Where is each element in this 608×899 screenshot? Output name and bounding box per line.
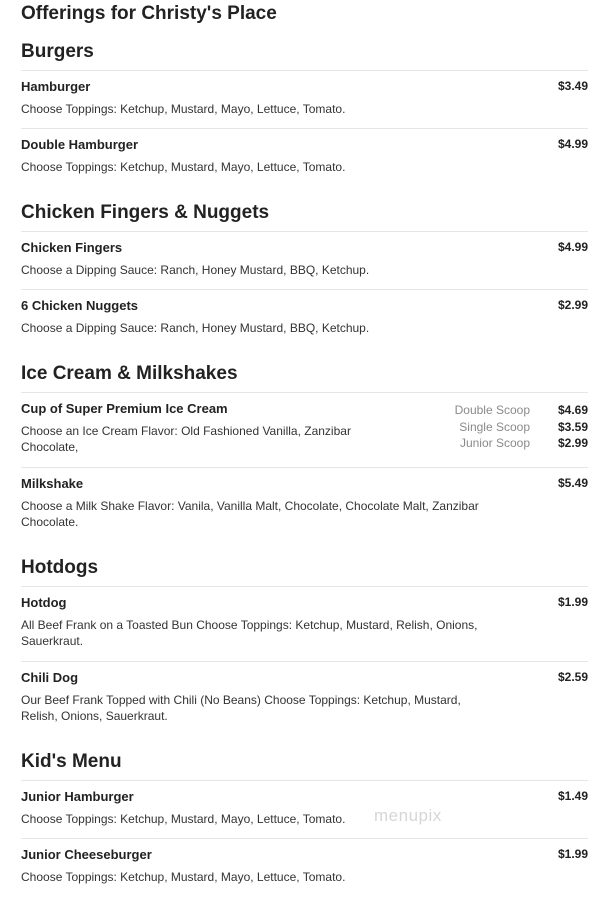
price-options — [455, 402, 588, 452]
item-name: Junior Hamburger — [21, 789, 134, 804]
item-price: $4.99 — [557, 137, 588, 151]
menu-item — [21, 129, 588, 186]
menu-item — [21, 662, 588, 736]
page-title: Offerings for Christy's Place — [21, 3, 277, 24]
option-price: $3.59 — [557, 419, 588, 434]
item-description: Choose Toppings: Ketchup, Mustard, Mayo, Lettuce, Tomato. — [21, 102, 346, 116]
item-price: $2.99 — [557, 298, 588, 312]
option-label: Double Scoop — [454, 403, 530, 418]
section-title: Ice Cream & Milkshakes — [21, 362, 588, 393]
item-name: Cup of Super Premium Ice Cream — [21, 401, 228, 416]
item-description: All Beef Frank on a Toasted Bun Choose Toppings: Ketchup, Mustard, Relish, Onions, Sauerkraut. — [21, 618, 478, 648]
item-description: Choose Toppings: Ketchup, Mustard, Mayo, Lettuce, Tomato. — [21, 812, 346, 826]
section-kids-menu — [21, 751, 588, 896]
item-price: $3.49 — [557, 79, 588, 93]
item-price: $4.99 — [557, 240, 588, 254]
item-name: Junior Cheeseburger — [21, 847, 152, 862]
watermark: menupix — [374, 806, 442, 825]
option-label: Junior Scoop — [459, 436, 530, 451]
menu-item — [21, 839, 588, 896]
item-price: $1.49 — [557, 789, 588, 803]
item-name: Milkshake — [21, 476, 84, 491]
section-chicken — [21, 202, 588, 347]
item-price: $1.99 — [557, 847, 588, 861]
price-option — [455, 419, 588, 436]
section-hotdogs — [21, 557, 588, 736]
option-price: $4.69 — [557, 403, 588, 418]
option-price: $2.99 — [557, 436, 588, 451]
option-label: Single Scoop — [459, 419, 530, 434]
section-title: Hotdogs — [21, 556, 588, 587]
section-title: Burgers — [21, 40, 588, 71]
item-name: Hotdog — [21, 595, 67, 610]
item-price: $5.49 — [557, 476, 588, 490]
menu-item — [21, 290, 588, 347]
item-price: $2.59 — [557, 670, 588, 684]
menu-item — [21, 781, 588, 839]
menu-item — [21, 468, 588, 542]
item-description: Choose a Dipping Sauce: Ranch, Honey Mustard, BBQ, Ketchup. — [21, 321, 370, 335]
item-name: Double Hamburger — [21, 137, 139, 152]
item-description: Our Beef Frank Topped with Chili (No Beans) Choose Toppings: Ketchup, Mustard, Relish, Onions, Sauerkraut. — [21, 693, 461, 723]
item-name: Hamburger — [21, 79, 91, 94]
item-price: $1.99 — [557, 595, 588, 609]
item-name: Chili Dog — [21, 670, 79, 685]
menu-item — [21, 393, 588, 468]
item-description: Choose an Ice Cream Flavor: Old Fashioned Vanilla, Zanzibar Chocolate, — [21, 424, 351, 454]
section-burgers — [21, 41, 588, 186]
menu-item — [21, 71, 588, 129]
section-title: Kid's Menu — [21, 750, 588, 781]
menu-item — [21, 232, 588, 290]
section-ice-cream — [21, 363, 588, 542]
price-option — [455, 435, 588, 452]
section-title: Chicken Fingers & Nuggets — [21, 201, 588, 232]
item-description: Choose a Milk Shake Flavor: Vanila, Vanilla Malt, Chocolate, Chocolate Malt, Zanzibar Chocolate. — [21, 499, 479, 529]
price-option — [455, 402, 588, 419]
item-description: Choose Toppings: Ketchup, Mustard, Mayo, Lettuce, Tomato. — [21, 160, 346, 174]
item-description: Choose a Dipping Sauce: Ranch, Honey Mustard, BBQ, Ketchup. — [21, 263, 370, 277]
menu-item — [21, 587, 588, 662]
item-name: 6 Chicken Nuggets — [21, 298, 139, 313]
item-description: Choose Toppings: Ketchup, Mustard, Mayo, Lettuce, Tomato. — [21, 870, 346, 884]
item-name: Chicken Fingers — [21, 240, 123, 255]
